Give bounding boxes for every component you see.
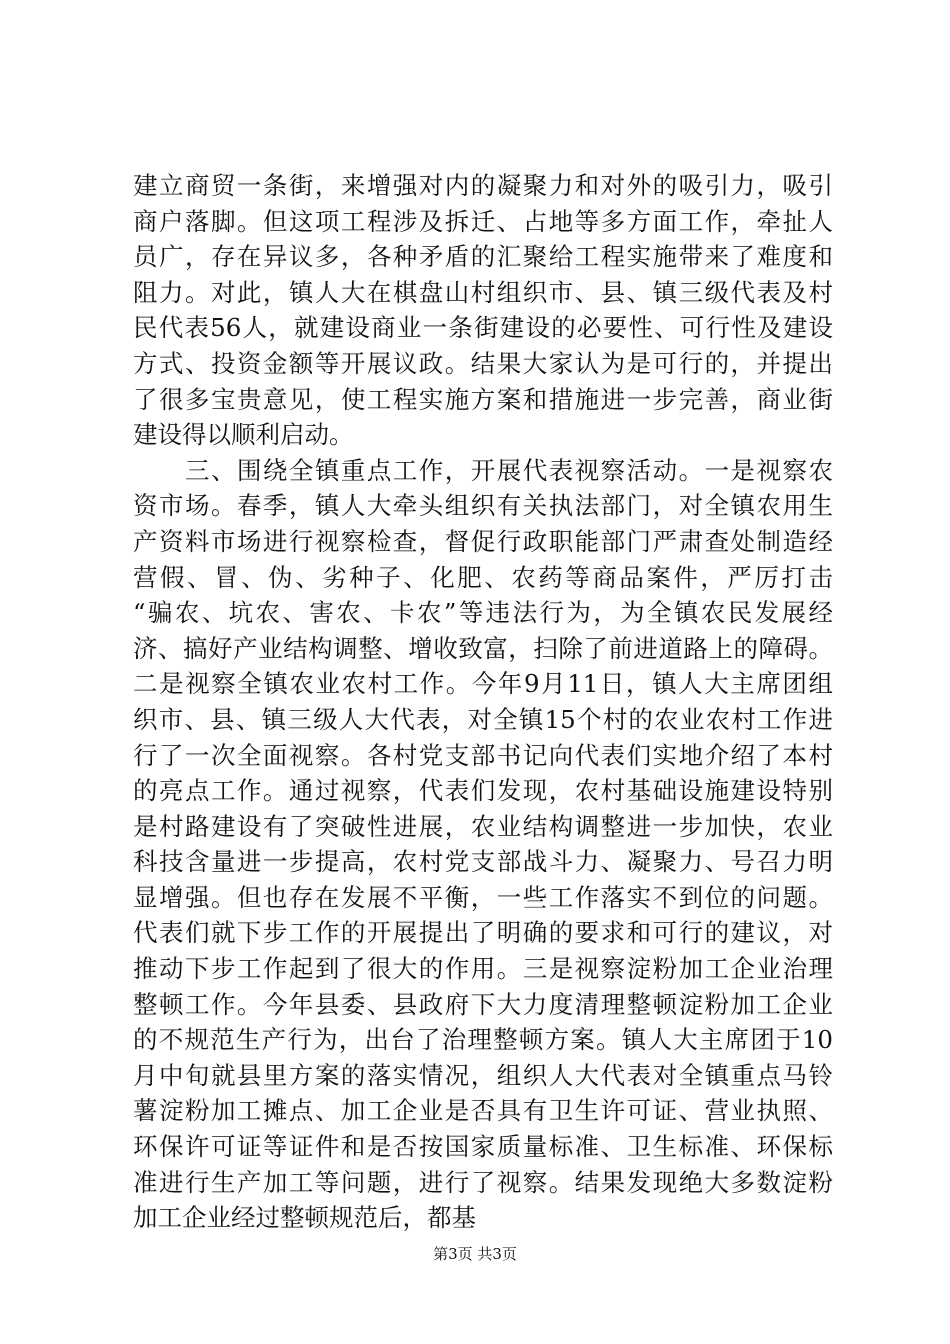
paragraph-1 — [133, 168, 833, 453]
text-line: 建立商贸一条街，来增强对内的凝聚力和对外的吸引力，吸引 — [133, 171, 833, 200]
paragraph-2 — [133, 453, 833, 1236]
text-line: 准进行生产加工等问题，进行了视察。结果发现绝大多数淀粉 — [133, 1167, 833, 1197]
text-line: 显增强。但也存在发展不平衡，一些工作落实不到位的问题。 — [133, 882, 833, 912]
text-line: 科技含量进一步提高，农村党支部战斗力、凝聚力、号召力明 — [133, 847, 833, 877]
text-line: 织市、县、镇三级人大代表，对全镇15个村的农业农村工作进 — [133, 704, 833, 734]
text-line: 建设得以顺利启动。 — [133, 420, 354, 450]
text-line: 二是视察全镇农业农村工作。今年9月11日，镇人大主席团组 — [133, 669, 833, 699]
text-line: 济、搞好产业结构调整、增收致富，扫除了前进道路上的障碍。 — [133, 633, 833, 663]
text-line: 民代表56人，就建设商业一条街建设的必要性、可行性及建设 — [133, 313, 833, 343]
text-line: 的不规范生产行为，出台了治理整顿方案。镇人大主席团于10 — [133, 1025, 833, 1055]
text-line: 行了一次全面视察。各村党支部书记向代表们实地介绍了本村 — [133, 740, 833, 770]
text-line: 资市场。春季，镇人大牵头组织有关执法部门，对全镇农用生 — [133, 491, 833, 521]
document-body — [133, 168, 833, 1236]
text-line: 薯淀粉加工摊点、加工企业是否具有卫生许可证、营业执照、 — [133, 1096, 833, 1126]
text-line: 环保许可证等证件和是否按国家质量标准、卫生标准、环保标 — [133, 1132, 833, 1162]
text-line: 三、围绕全镇重点工作，开展代表视察活动。一是视察农 — [185, 455, 833, 485]
text-line: 月中旬就县里方案的落实情况，组织人大代表对全镇重点马铃 — [133, 1060, 833, 1090]
page-number-footer: 第3页 共3页 — [433, 1245, 517, 1263]
text-line: 加工企业经过整顿规范后，都基 — [133, 1203, 476, 1233]
text-line: 是村路建设有了突破性进展，农业结构调整进一步加快，农业 — [133, 811, 833, 841]
text-line: 整顿工作。今年县委、县政府下大力度清理整顿淀粉加工企业 — [133, 989, 833, 1019]
text-line: 营假、冒、伪、劣种子、化肥、农药等商品案件，严厉打击 — [133, 562, 833, 592]
text-line: 推动下步工作起到了很大的作用。三是视察淀粉加工企业治理 — [133, 954, 833, 984]
text-line: 代表们就下步工作的开展提出了明确的要求和可行的建议，对 — [133, 918, 833, 948]
text-line: 了很多宝贵意见，使工程实施方案和措施进一步完善，商业街 — [133, 384, 833, 414]
text-line: “骗农、坑农、害农、卡农”等违法行为，为全镇农民发展经 — [133, 598, 833, 628]
text-line: 商户落脚。但这项工程涉及拆迁、占地等多方面工作，牵扯人 — [133, 206, 833, 236]
text-line: 方式、投资金额等开展议政。结果大家认为是可行的，并提出 — [133, 348, 833, 378]
text-line: 产资料市场进行视察检查，督促行政职能部门严肃查处制造经 — [133, 526, 833, 556]
text-line: 阻力。对此，镇人大在棋盘山村组织市、县、镇三级代表及村 — [133, 277, 833, 307]
text-line: 的亮点工作。通过视察，代表们发现，农村基础设施建设特别 — [133, 776, 833, 806]
text-line: 员广，存在异议多，各种矛盾的汇聚给工程实施带来了难度和 — [133, 242, 833, 272]
